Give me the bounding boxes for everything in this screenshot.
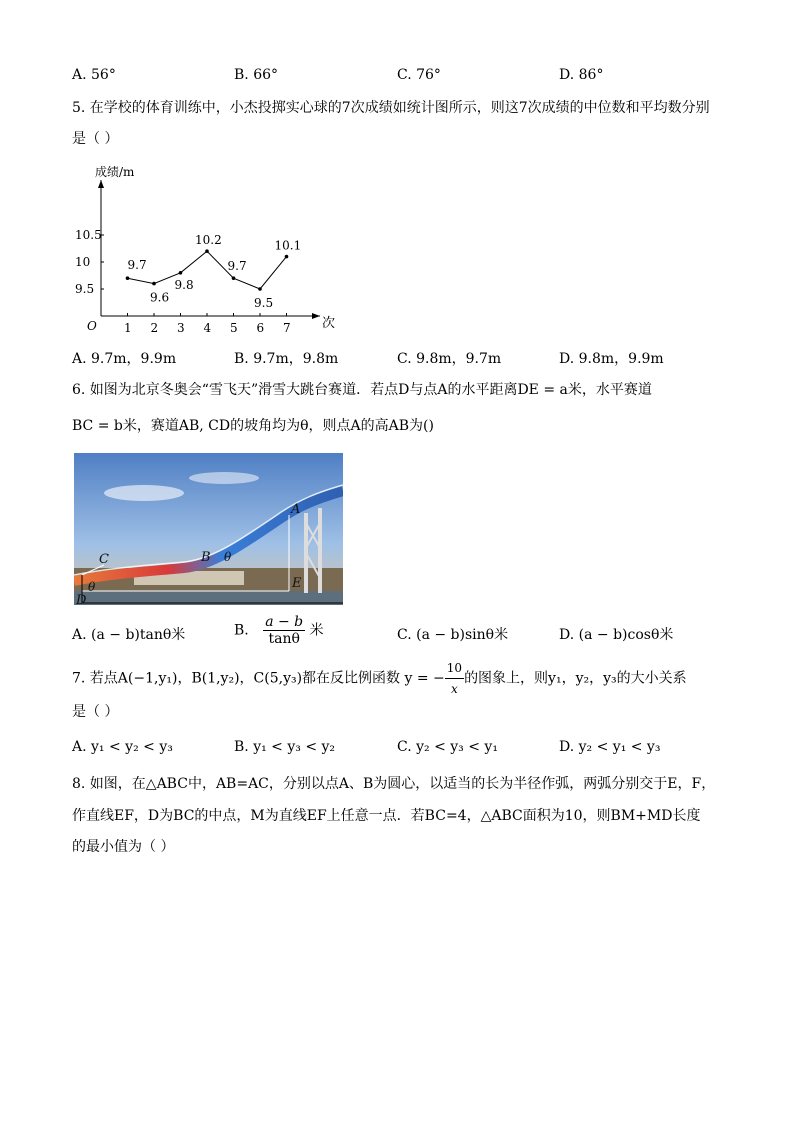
photo-label-theta-b: θ	[224, 550, 232, 564]
chart-labels	[75, 164, 335, 335]
q8-stem-line3: 的最小值为（ ）	[72, 839, 175, 855]
q5-stem-line1: 5. 在学校的体育训练中，小杰投掷实心球的7次成绩如统计图所示，则这7次成绩的中位数和平均数分别	[72, 100, 710, 116]
y-tick-label: 9.5	[75, 282, 95, 296]
x-axis-arrow	[312, 313, 320, 319]
q6-option-a: A. (a − b)tanθ米	[72, 627, 186, 643]
q6-option-c: C. (a − b)sinθ米	[397, 627, 509, 643]
q7-stem-line2: 是（ ）	[72, 704, 119, 720]
q5-option-c: C. 9.8m，9.7m	[397, 351, 502, 367]
q7-stem-line1	[72, 658, 687, 699]
q6-stem-line2: BC = b米，赛道AB, CD的坡角均为θ，则点A的高AB为()	[72, 418, 434, 434]
y-tick-label: 10.5	[75, 228, 102, 242]
x-tick-label: 1	[124, 321, 132, 335]
x-tick-label: 5	[230, 321, 238, 335]
q6-option-d: D. (a − b)cosθ米	[559, 627, 674, 643]
q7-option-a: A. y₁ < y₂ < y₃	[72, 739, 173, 755]
q8-stem-line1: 8. 如图，在△ABC中，AB=AC，分别以点A、B为圆心，以适当的长为半径作弧，两弧分别交于E，F，	[72, 776, 716, 792]
q7-fraction-denominator: x	[451, 682, 458, 696]
q7-stem-pre: 7. 若点A(−1,y₁)，B(1,y₂)，C(5,y₃)都在反比例函数 y = −	[72, 670, 445, 687]
data-point	[126, 276, 130, 280]
q6-option-b	[234, 614, 324, 647]
x-axis-label: 次	[322, 316, 336, 331]
data-label: 9.7	[227, 259, 247, 274]
data-label: 10.2	[195, 233, 222, 248]
x-tick-label: 6	[256, 321, 265, 335]
data-point	[258, 287, 262, 291]
data-point	[205, 249, 209, 253]
photo-label-e: E	[292, 576, 302, 591]
data-point	[232, 276, 236, 280]
x-tick-label: 2	[150, 321, 159, 335]
data-label: 9.6	[150, 290, 170, 305]
q4-option-d: D. 86°	[559, 67, 604, 83]
q4-option-b: B. 66°	[234, 67, 279, 83]
q5-option-a: A. 9.7m，9.9m	[72, 351, 177, 367]
q7-fraction-numerator: 10	[445, 658, 464, 679]
data-label: 10.1	[274, 238, 302, 253]
q6-option-b-suffix: 米	[309, 622, 324, 639]
ski-jump-photo	[74, 453, 343, 605]
y-axis-arrow	[98, 180, 104, 188]
q5-option-b: B. 9.7m，9.8m	[234, 351, 339, 367]
photo-label-d: D	[76, 593, 87, 605]
q6-stem-line1: 6. 如图为北京冬奥会“雪飞天”滑雪大跳台赛道．若点D与点A的水平距离DE = a米，水平赛道	[72, 382, 652, 398]
photo-label-b: B	[201, 550, 211, 565]
q7-stem-post: 的图象上，则y₁，y₂，y₃的大小关系	[464, 670, 687, 687]
q7-option-b: B. y₁ < y₃ < y₂	[234, 739, 336, 755]
q7-fraction	[445, 658, 464, 699]
chart-series	[126, 249, 289, 290]
photo-label-a: A	[291, 502, 301, 517]
q7-option-d: D. y₂ < y₁ < y₃	[559, 739, 661, 755]
q4-option-a: A. 56°	[72, 67, 116, 83]
x-tick-label: 4	[203, 321, 212, 335]
photo-label-theta-d: θ	[88, 580, 96, 594]
x-tick-label: 3	[177, 321, 185, 335]
photo-label-c: C	[99, 552, 109, 567]
q6-option-b-fraction	[263, 614, 305, 647]
data-label: 9.7	[127, 258, 147, 273]
series-line	[128, 251, 287, 289]
x-tick-label: 7	[283, 321, 291, 335]
q6-option-b-denominator: tanθ	[268, 631, 300, 647]
y-tick-label: 10	[75, 255, 91, 269]
q6-option-b-prefix: B.	[234, 622, 249, 639]
q7-option-c: C. y₂ < y₃ < y₁	[397, 739, 498, 755]
q6-option-b-numerator: a − b	[265, 614, 304, 630]
q5-stem-line2: 是（ ）	[72, 131, 119, 147]
origin-label: O	[87, 319, 97, 333]
data-point	[152, 282, 156, 286]
q5-line-chart	[70, 158, 350, 338]
data-point	[285, 255, 289, 259]
q4-option-c: C. 76°	[397, 67, 441, 83]
y-axis-label: 成绩/m	[95, 165, 135, 179]
data-point	[179, 271, 183, 275]
data-label: 9.8	[174, 277, 194, 292]
q5-option-d: D. 9.8m，9.9m	[559, 351, 664, 367]
data-label: 9.5	[254, 296, 274, 310]
q8-stem-line2: 作直线EF，D为BC的中点，M为直线EF上任意一点．若BC=4，△ABC面积为10，则BM+MD长度	[72, 808, 701, 824]
